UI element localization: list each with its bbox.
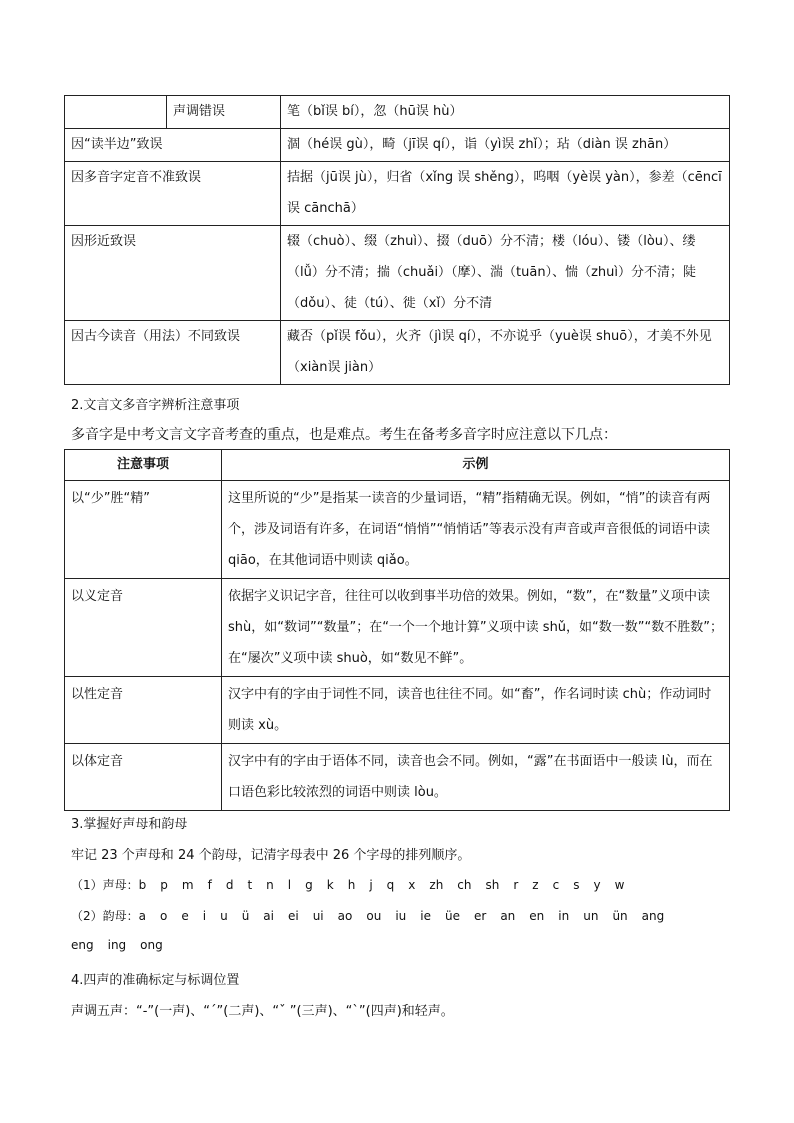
pinyin-letter: ai [263, 909, 274, 923]
pinyin-letter: ch [457, 878, 472, 892]
pinyin-letter: zh [429, 878, 444, 892]
pinyin-letter: eng [71, 938, 94, 952]
table-row [65, 481, 730, 579]
table-cell [65, 96, 167, 129]
pinyin-letter: iu [395, 909, 407, 923]
table-header-row [65, 450, 730, 481]
pinyin-letter: en [529, 909, 545, 923]
table-row [65, 96, 730, 129]
finals-list [139, 909, 679, 923]
table-cell: 因古今读音（用法）不同致误 [65, 321, 281, 385]
paragraph: 牢记 23 个声母和 24 个韵母，记清字母表中 26 个字母的排列顺序。 [71, 848, 471, 863]
pinyin-letter: h [347, 878, 356, 892]
pinyin-letter: z [532, 878, 539, 892]
pinyin-letter: ü [241, 909, 250, 923]
table-cell: 以性定音 [65, 677, 222, 744]
pinyin-letter: r [513, 878, 519, 892]
table-cell: 汉字中有的字由于语体不同，读音也会不同。例如，“露”在书面语中一般读 lù，而在口语色彩比较浓烈的词语中则读 lòu。 [222, 744, 730, 811]
table-row [65, 677, 730, 744]
table-cell: 以“少”胜“精” [65, 481, 222, 579]
pinyin-letter: l [287, 878, 292, 892]
pinyin-letter: in [558, 909, 570, 923]
pinyin-letter: a [138, 909, 146, 923]
initials-list [139, 878, 639, 892]
section-heading: 3.掌握好声母和韵母 [71, 817, 188, 832]
table-cell: 以义定音 [65, 579, 222, 677]
table-row [65, 226, 730, 321]
pinyin-letter: ao [337, 909, 353, 923]
pinyin-letter: sh [485, 878, 500, 892]
table-cell: 以体定音 [65, 744, 222, 811]
pinyin-letter: f [207, 878, 212, 892]
pinyin-letter: k [326, 878, 334, 892]
section-heading: 2.文言文多音字辨析注意事项 [71, 398, 240, 413]
pinyin-letter: ong [140, 938, 163, 952]
table-cell: 这里所说的“少”是指某一读音的少量词语，“精”指精确无误。例如，“悄”的读音有两个，涉及词语有许多，在词语“悄悄”“悄悄话”等表示没有声音或声音很低的词语中读 qiāo，在其他词语中则读 qiǎo。 [222, 481, 730, 579]
initials-label: （1）声母： [71, 878, 139, 892]
pinyin-letter: q [386, 878, 395, 892]
pinyin-letter: ün [612, 909, 628, 923]
notes-table [64, 449, 730, 811]
initials-line [71, 876, 638, 893]
column-header: 注意事项 [65, 450, 222, 481]
pinyin-letter: i [202, 909, 207, 923]
column-header: 示例 [222, 450, 730, 481]
pinyin-letter: ei [287, 909, 299, 923]
finals-list [71, 938, 177, 952]
pinyin-letter: s [573, 878, 580, 892]
error-types-table [64, 95, 730, 385]
pinyin-letter: o [160, 909, 168, 923]
pinyin-letter: an [500, 909, 516, 923]
pinyin-letter: c [552, 878, 560, 892]
finals-line [71, 907, 678, 924]
pinyin-letter: ing [107, 938, 127, 952]
pinyin-letter: y [593, 878, 601, 892]
table-cell: 涸（hé误 gù），畸（jī误 qí），诣（yì误 zhǐ）；玷（diàn 误 zhān） [281, 129, 730, 162]
table-cell: 因“读半边”致误 [65, 129, 281, 162]
pinyin-letter: üe [444, 909, 460, 923]
pinyin-letter: er [473, 909, 487, 923]
pinyin-letter: n [266, 878, 274, 892]
table-cell: 因多音字定音不准致误 [65, 162, 281, 226]
pinyin-letter: b [138, 878, 147, 892]
table-cell: 因形近致误 [65, 226, 281, 321]
paragraph: 多音字是中考文言文字音考查的重点，也是难点。考生在备考多音字时应注意以下几点： [71, 427, 617, 443]
table-cell: 藏否（pǐ误 fǒu），火齐（jì误 qí），不亦说乎（yuè误 shuō），才美不外见（xiàn误 jiàn） [281, 321, 730, 385]
table-row [65, 129, 730, 162]
table-cell: 声调错误 [167, 96, 281, 129]
pinyin-letter: ie [420, 909, 431, 923]
table-cell: 笔（bǐ误 bí），忽（hū误 hù） [281, 96, 730, 129]
pinyin-letter: m [181, 878, 194, 892]
pinyin-letter: t [247, 878, 253, 892]
paragraph: 声调五声：“-”(一声)、“ˊ”(二声)、“ˇ ”(三声)、“ˋ”(四声)和轻声。 [71, 1004, 454, 1019]
pinyin-letter: u [220, 909, 228, 923]
pinyin-letter: p [160, 878, 168, 892]
pinyin-letter: d [225, 878, 234, 892]
table-cell: 拮据（jū误 jù），归省（xǐng 误 shěng），呜咽（yè误 yàn），参差（cēncī误 cānchā） [281, 162, 730, 226]
pinyin-letter: g [305, 878, 313, 892]
pinyin-letter: w [614, 878, 625, 892]
finals-label: （2）韵母： [71, 909, 139, 923]
finals-line-continued [71, 938, 177, 952]
pinyin-letter: x [408, 878, 416, 892]
table-cell: 辍（chuò）、缀（zhuì）、掇（duō）分不清；楼（lóu）、镂（lòu）、缕（lǚ）分不清；揣（chuǎi）（摩）、湍（tuān）、惴（zhuì）分不清；陡（dǒu）、徒（tú）、徙（xǐ）分不清 [281, 226, 730, 321]
table-cell: 依据字义识记字音，往往可以收到事半功倍的效果。例如，“数”，在“数量”义项中读 shù，如“数词”“数量”；在“一个一个地计算”义项中读 shǔ，如“数一数”“数不胜数”；在“屡次”义项中读 shuò，如“数见不鲜”。 [222, 579, 730, 677]
pinyin-letter: ou [366, 909, 382, 923]
table-row [65, 579, 730, 677]
pinyin-letter: e [181, 909, 189, 923]
pinyin-letter: j [369, 878, 373, 892]
pinyin-letter: ui [312, 909, 324, 923]
section-heading: 4.四声的准确标定与标调位置 [71, 973, 240, 988]
table-cell: 汉字中有的字由于词性不同，读音也往往不同。如“畜”，作名词时读 chù；作动词时则读 xù。 [222, 677, 730, 744]
pinyin-letter: ang [641, 909, 665, 923]
pinyin-letter: un [583, 909, 599, 923]
table-row [65, 744, 730, 811]
table-row [65, 162, 730, 226]
table-row [65, 321, 730, 385]
